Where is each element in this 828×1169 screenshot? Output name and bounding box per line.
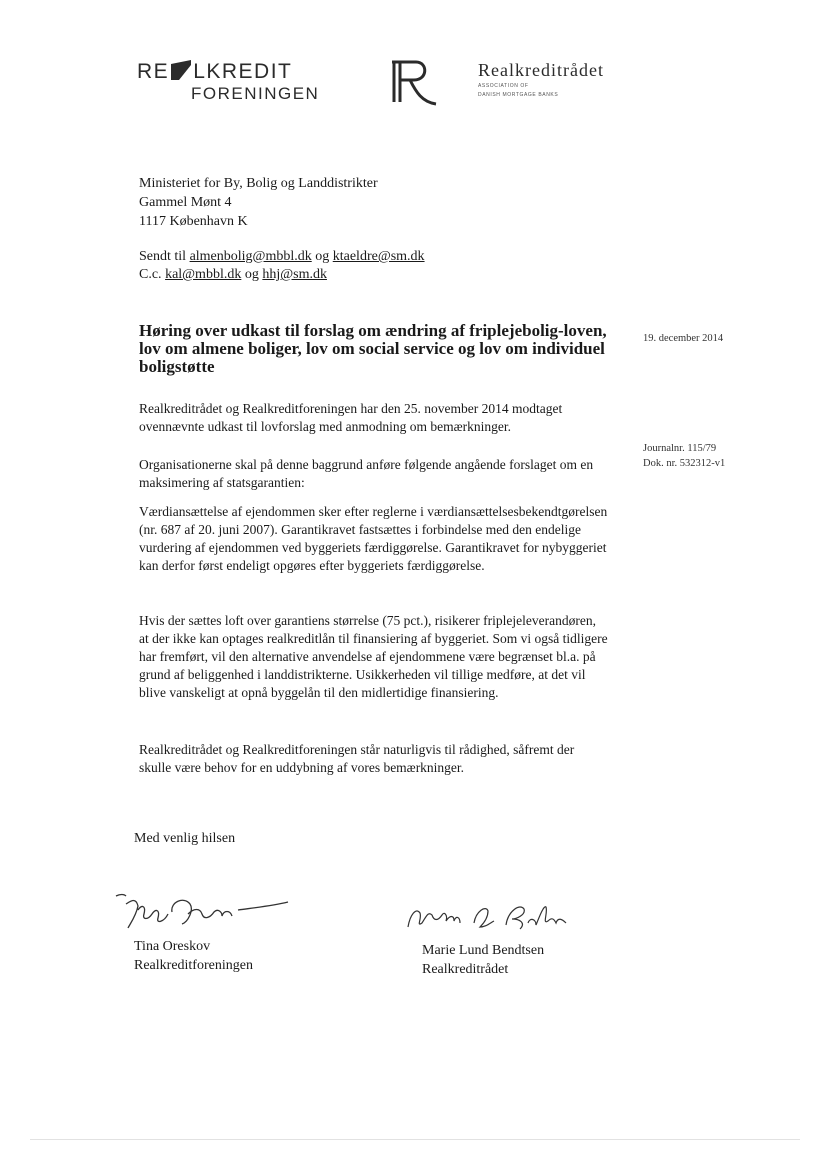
closing-greeting: Med venlig hilsen [134,831,236,846]
recipient-line1: Ministeriet for By, Bolig og Landdistrikter [139,176,378,191]
paragraph-4: Hvis der sættes loft over garantiens størrelse (75 pct.), risikerer friplejeleverandøren, at der ikke kan optages realkreditlån til finansiering af byggeriet. Som vi også tidligere har fremført, vil den alternative anvendelse af ejendommene være begrænset bl.a. på grund af beliggenhed i landdistrikterne. Usikkerheden vil tillige medføre, at det vil blive vanskeligt at opnå byggelån til den midlertidige finansiering. [139,613,608,700]
email-link-kal[interactable]: kal@mbbl.dk [165,267,242,282]
signatory-1-name: Tina Oreskov [134,939,211,954]
signatory-2 [422,941,544,979]
logo-text-re: RE [137,60,170,83]
signatory-1 [134,937,253,975]
realkreditraadet-sub1: ASSOCIATION OF [478,83,529,89]
page-bottom-edge [30,1139,800,1140]
email-link-hhj[interactable]: hhj@sm.dk [262,267,327,282]
distribution [139,248,425,284]
recipient-line3: 1117 København K [139,214,248,229]
realkreditraadet-name: Realkreditrådet [478,60,604,80]
email-link-ktaeldre[interactable]: ktaeldre@sm.dk [332,249,425,264]
realkreditraadet-mark-icon [388,58,442,110]
logo-flag-icon [169,60,193,80]
realkreditraadet-sub2: DANISH MORTGAGE BANKS [478,92,559,98]
paragraph-1: Realkreditrådet og Realkreditforeningen har den 25. november 2014 modtaget ovennævnte udkast til lovforslag med anmodning om bemærkninger. [139,401,563,434]
realkreditraadet-logo [478,60,658,99]
logo-text-lkredit: LKREDIT [193,60,293,83]
signatory-1-org: Realkreditforeningen [134,958,253,973]
cc-line: C.c. kal@mbbl.dk og hhj@sm.dk [139,267,327,282]
letter-title: Høring over udkast til forslag om ændring af friplejebolig-loven, lov om almene boliger, lov om social service og lov om individuel boligstøtte [139,321,607,376]
journal-number: Journalnr. 115/79 [643,443,717,454]
logo-text-foreningen: FORENINGEN [191,84,320,103]
paragraph-5: Realkreditrådet og Realkreditforeningen står naturligvis til rådighed, såfremt der skulle være behov for en uddybning af vores bemærkninger. [139,742,575,775]
handwritten-signature-2 [402,897,572,935]
document-number: Dok. nr. 532312-v1 [643,458,726,469]
sent-to-line: Sendt til almenbolig@mbbl.dk og ktaeldre@sm.dk [139,249,425,264]
email-link-almenbolig[interactable]: almenbolig@mbbl.dk [189,249,312,264]
recipient-line2: Gammel Mønt 4 [139,195,232,210]
signatory-2-org: Realkreditrådet [422,962,509,977]
letter-date: 19. december 2014 [643,333,724,344]
signatory-2-name: Marie Lund Bendtsen [422,943,545,958]
handwritten-signature-1 [112,888,292,932]
recipient-address [139,174,378,231]
realkreditforeningen-logo [137,60,327,108]
paragraph-3: Værdiansættelse af ejendommen sker efter reglerne i værdiansættelsesbekendtgørelsen (nr. 687 af 20. juni 2007). Garantikravet fastsættes i forbindelse med den endelige vurdering af ejendommen ved byggeriets færdiggørelse. Garantikravet for nybyggeriet kan derfor først endeligt opgøres efter byggeriets færdiggørelse. [139,504,608,573]
paragraph-2: Organisationerne skal på denne baggrund anføre følgende angående forslaget om en maksimering af statsgarantien: [139,457,594,490]
